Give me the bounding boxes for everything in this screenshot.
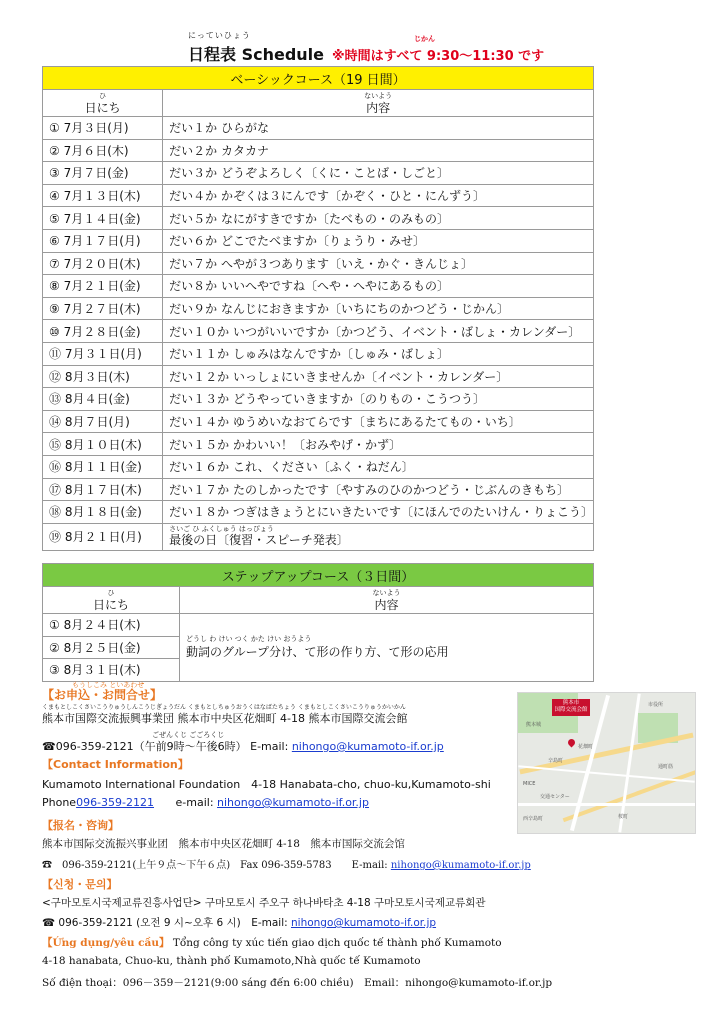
row-date: ② 7月６日(木) xyxy=(43,139,163,162)
vi-addr: 4-18 hanabata, Chuo-ku, thành phố Kumamoto,Nhà quốc tế Kumamoto xyxy=(42,955,421,967)
ko-org: <구마모토시국제교류진흥사업단> 구마모토시 주오구 하나바타초 4-18 구마모토시국제교류회관 xyxy=(42,897,486,909)
row-content: だい７か へやが３つあります〔いえ・かぐ・きんじょ〕 xyxy=(163,252,594,275)
row-date: ⑫ 8月３日(木) xyxy=(43,365,163,388)
jp-email-label: E-mail: xyxy=(250,740,292,753)
title-ruby: にっていひょう xyxy=(188,31,251,40)
basic-col-date-label: 日にち xyxy=(84,101,121,115)
map-road xyxy=(518,803,695,806)
map-label: 辛島町 xyxy=(548,758,564,764)
jp-phone: ☎096-359-2121（午前9時～午後6時） xyxy=(42,740,247,753)
vi-line xyxy=(42,935,502,950)
en-phone-line xyxy=(42,796,369,809)
row-date: ⑧ 7月２１日(金) xyxy=(43,275,163,298)
table-row xyxy=(43,501,594,524)
map-label: 熊本城 xyxy=(526,722,542,728)
jp-heading: 【お申込・お問合せ】 xyxy=(42,688,163,702)
row-content: だい１５か かわいい！〔おみやげ・かず〕 xyxy=(163,433,594,456)
row-date: ⑮ 8月１０日(木) xyxy=(43,433,163,456)
basic-rows xyxy=(43,117,594,524)
basic-col-content xyxy=(163,90,594,117)
map-label: MICE xyxy=(523,781,536,787)
map-label: 通町筋 xyxy=(658,764,674,770)
table-row xyxy=(43,162,594,185)
stepup-col-date-ruby: ひ xyxy=(107,589,115,597)
title-text: 日程表 Schedule xyxy=(188,45,325,64)
en-phone-label: Phone xyxy=(42,796,77,809)
schedule-title-block xyxy=(42,30,594,66)
row-content: だい１０か いつがいいですか〔かつどう、イベント・ばしょ・カレンダー〕 xyxy=(163,320,594,343)
basic-course-band-label: ベーシックコース（19 日間） xyxy=(43,67,594,90)
row-date: ⑬ 8月４日(金) xyxy=(43,388,163,411)
row-date: ⑭ 8月７日(月) xyxy=(43,410,163,433)
row-date: ⑨ 7月２７日(木) xyxy=(43,297,163,320)
table-row xyxy=(43,523,594,550)
en-heading: 【Contact Information】 xyxy=(42,758,189,771)
row-content: だい１６か これ、ください〔ふく・ねだん〕 xyxy=(163,455,594,478)
en-phone-link[interactable]: 096-359-2121 xyxy=(76,796,155,809)
row-content: だい１４か ゆうめいなおてらです〔まちにあるたてもの・いち〕 xyxy=(163,410,594,433)
map-destination-label: 熊本市 国際交流会館 xyxy=(552,699,590,716)
row-content: だい１３か どうやっていきますか〔のりもの・こうつう〕 xyxy=(163,388,594,411)
en-email-link[interactable]: nihongo@kumamoto-if.or.jp xyxy=(217,796,369,809)
table-row xyxy=(43,297,594,320)
stepup-col-content xyxy=(180,587,594,614)
row-content: だい１７か たのしかったです〔やすみのひのかつどう・じぶんのきもち〕 xyxy=(163,478,594,501)
stepup-col-date xyxy=(43,587,180,614)
stepup-col-content-label: 内容 xyxy=(374,598,399,612)
row-date: ⑥ 7月１７日(月) xyxy=(43,229,163,252)
table-row xyxy=(43,478,594,501)
map-pin-icon xyxy=(567,738,577,748)
jp-heading-ruby: もうしこみ といあわせ xyxy=(72,681,145,689)
stepup-course-band-label: ステップアップコース（３日間） xyxy=(43,564,594,587)
jp-org-ruby: くまもとしこくさいこうりゅうしんこうじぎょうだん くまもとしちゅうおうくはなばたちょう くまもとしこくさいこうりゅうかいかん xyxy=(42,704,406,711)
map-road xyxy=(618,693,640,832)
table-row xyxy=(43,410,594,433)
map-label: 西辛島町 xyxy=(523,816,544,822)
zh-phone: ☎ 096-359-2121(上午９点～下午６点) Fax 096-359-5783 E-mail: xyxy=(42,860,391,871)
basic-course-table xyxy=(42,66,594,551)
zh-email-link[interactable]: nihongo@kumamoto-if.or.jp xyxy=(390,860,531,871)
row-date: ② 8月２５日(金) xyxy=(43,636,180,659)
location-map xyxy=(517,692,696,834)
zh-phone-line xyxy=(42,856,531,871)
zh-heading: 【报名・咨询】 xyxy=(42,819,119,832)
ko-heading: 【신청・문의】 xyxy=(42,878,118,891)
vi-phone: Số điện thoại：096－359－2121(9:00 sáng đến 6:00 chiều) Email：nihongo@kumamoto-if.or.jp xyxy=(42,977,553,989)
map-label: 桜町 xyxy=(618,814,629,820)
basic-col-date xyxy=(43,90,163,117)
basic-col-content-ruby: ないよう xyxy=(364,92,393,100)
table-row xyxy=(43,184,594,207)
row-content: だい１１か しゅみはなんですか〔しゅみ・ばしょ〕 xyxy=(163,342,594,365)
table-row xyxy=(43,433,594,456)
table-row xyxy=(43,117,594,140)
table-row xyxy=(43,614,594,637)
table-row xyxy=(43,252,594,275)
basic-course-band xyxy=(43,67,594,90)
map-label: 市役所 xyxy=(648,702,664,708)
row-content: だい２か カタカナ xyxy=(163,139,594,162)
row-date: ① 8月２４日(木) xyxy=(43,614,180,637)
stepup-content-text: 動詞のグループ分け、て形の作り方、て形の応用 xyxy=(186,644,449,659)
row-date: ⑯ 8月１１日(金) xyxy=(43,455,163,478)
last-row-ruby: さいご ひ ふくしゅう はっぴょう xyxy=(169,525,274,534)
stepup-content-ruby: どうし わ けい つく かた けい おうよう xyxy=(186,634,312,643)
table-row xyxy=(43,139,594,162)
row-content: だい４か かぞくは３にんです〔かぞく・ひと・にんずう〕 xyxy=(163,184,594,207)
row-date: ⑩ 7月２８日(金) xyxy=(43,320,163,343)
basic-header-row xyxy=(43,90,594,117)
last-row-content: 最後の日〔復習・スピーチ発表〕 xyxy=(169,533,349,548)
basic-col-date-ruby: ひ xyxy=(99,92,107,100)
stepup-col-date-label: 日にち xyxy=(92,598,129,612)
jp-org: 熊本市国際交流振興事業団 熊本市中央区花畑町 4-18 熊本市国際交流会館 xyxy=(42,712,408,725)
jp-phone-ruby: ごぜんくじ ごごろくじ xyxy=(152,731,225,739)
table-row xyxy=(43,342,594,365)
stepup-course-table xyxy=(42,563,594,682)
row-content: だい３か どうぞよろしく〔くに・ことば・しごと〕 xyxy=(163,162,594,185)
row-content xyxy=(163,523,594,550)
table-row xyxy=(43,275,594,298)
basic-col-content-label: 内容 xyxy=(366,101,391,115)
en-email-label: e-mail: xyxy=(175,796,218,809)
row-content: だい５か なにがすきですか〔たべもの・のみもの〕 xyxy=(163,207,594,230)
jp-email-link[interactable]: nihongo@kumamoto-if.or.jp xyxy=(291,740,444,753)
stepup-header-row xyxy=(43,587,594,614)
row-date: ⑤ 7月１４日(金) xyxy=(43,207,163,230)
row-date: ⑪ 7月３１日(月) xyxy=(43,342,163,365)
stepup-content xyxy=(180,614,594,682)
time-note: ※時間はすべて 9:30～11:30 です xyxy=(332,49,545,64)
table-row xyxy=(43,320,594,343)
row-date: ④ 7月１３日(木) xyxy=(43,184,163,207)
zh-org: 熊本市国际交流振兴事业团 熊本市中央区花畑町 4-18 熊本市国际交流会馆 xyxy=(42,838,405,850)
ko-email-link[interactable]: nihongo@kumamoto-if.or.jp xyxy=(291,917,437,929)
table-row xyxy=(43,365,594,388)
row-date: ③ 8月３１日(木) xyxy=(43,659,180,682)
table-row xyxy=(43,207,594,230)
vi-org: Tổng công ty xúc tiến giao dịch quốc tế thành phố Kumamoto xyxy=(169,937,502,949)
row-content: だい１か ひらがな xyxy=(163,117,594,140)
stepup-col-content-ruby: ないよう xyxy=(372,589,401,597)
ko-phone: ☎ 096-359-2121 (오전 9 시~오후 6 시) E-mail: xyxy=(42,917,291,929)
row-content: だい６か どこでたべますか〔りょうり・みせ〕 xyxy=(163,229,594,252)
row-date: ③ 7月７日(金) xyxy=(43,162,163,185)
row-content: だい８か いいへやですね〔へや・へやにあるもの〕 xyxy=(163,275,594,298)
row-date: ① 7月３日(月) xyxy=(43,117,163,140)
row-date: ⑱ 8月１８日(金) xyxy=(43,501,163,524)
table-row xyxy=(43,388,594,411)
row-date: ⑦ 7月２０日(木) xyxy=(43,252,163,275)
ko-phone-line xyxy=(42,915,436,930)
table-row xyxy=(43,229,594,252)
jp-phone-line xyxy=(42,738,444,754)
row-content: だい９か なんじにおきますか〔いちにちのかつどう・じかん〕 xyxy=(163,297,594,320)
en-org: Kumamoto International Foundation 4-18 Hanabata-cho, chuo-ku,Kumamoto-shi xyxy=(42,778,491,791)
table-row xyxy=(43,455,594,478)
time-note-ruby: じかん xyxy=(414,35,435,43)
map-label: 交通センター xyxy=(540,794,570,800)
stepup-course-band xyxy=(43,564,594,587)
row-content: だい１８か つぎはきょうとにいきたいです〔にほんでのたいけん・りょこう〕 xyxy=(163,501,594,524)
row-content: だい１２か いっしょにいきませんか〔イベント・カレンダー〕 xyxy=(163,365,594,388)
row-date: ⑰ 8月１７日(木) xyxy=(43,478,163,501)
vi-heading: 【Ứng dụng/yêu cầu】 xyxy=(42,937,170,949)
map-label: 花畑町 xyxy=(578,744,594,750)
row-date: ⑲ 8月２１日(月) xyxy=(43,523,163,550)
